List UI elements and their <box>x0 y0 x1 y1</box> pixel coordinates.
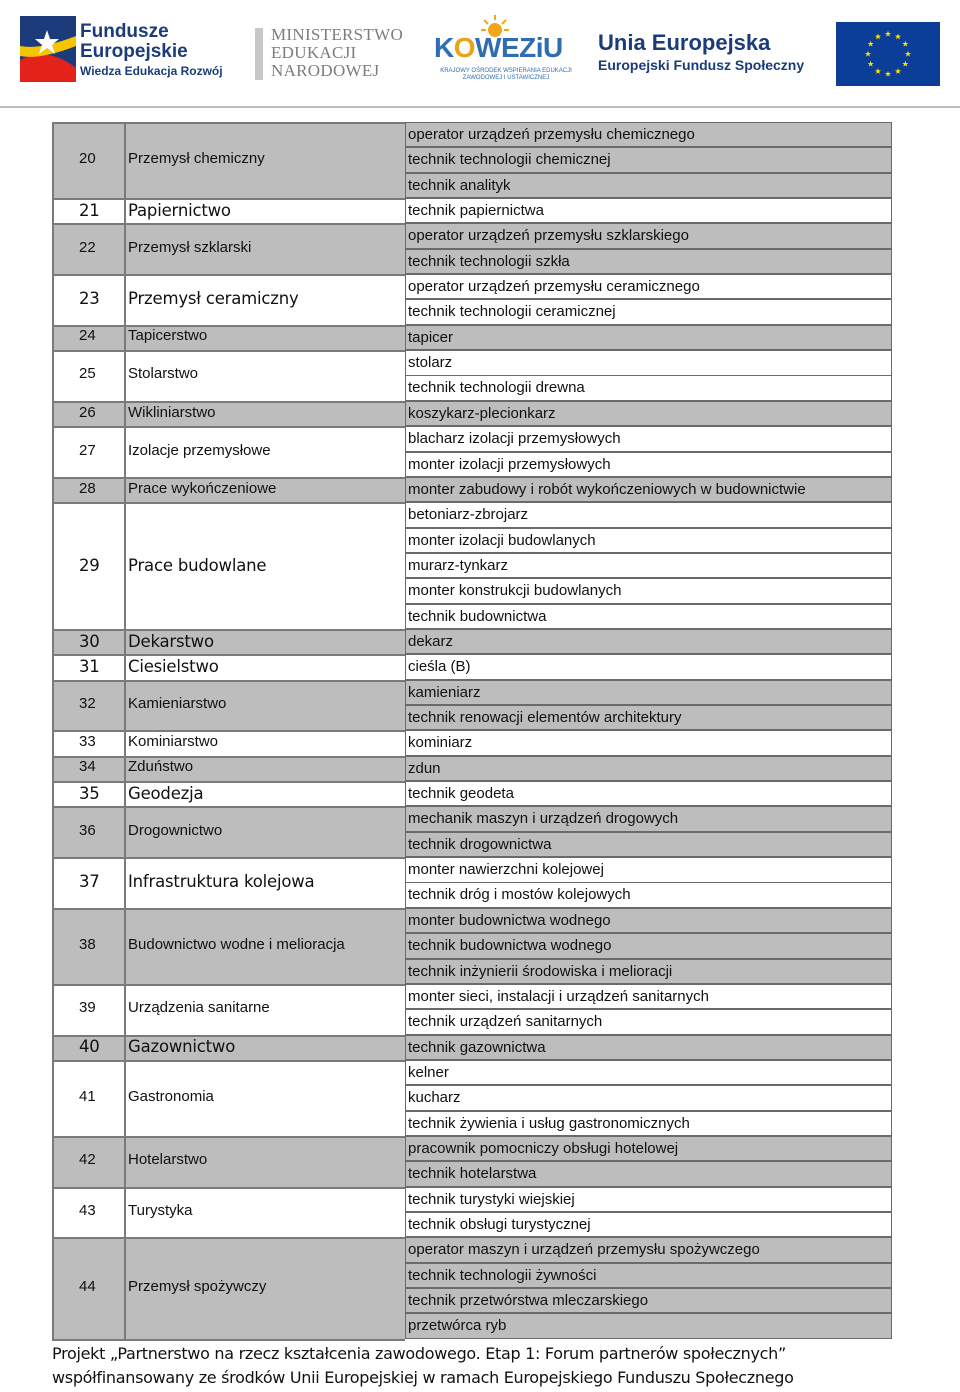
row-border <box>52 781 405 783</box>
row-border <box>124 198 126 223</box>
row-number: 36 <box>79 821 96 839</box>
table-row-group <box>52 350 892 401</box>
footer-line2: współfinansowany ze środków Unii Europejskiej w ramach Europejskiego Funduszu Społecznego <box>52 1368 794 1387</box>
row-border <box>52 502 405 504</box>
table-row-group <box>52 730 892 755</box>
table-row-group <box>52 401 892 426</box>
row-border <box>52 1136 54 1187</box>
row-border <box>52 730 405 732</box>
profession-cell: technik technologii szkła <box>405 249 892 274</box>
row-border <box>52 1035 54 1060</box>
row-background <box>52 1187 405 1238</box>
row-border <box>52 502 54 629</box>
row-border <box>52 1237 54 1338</box>
row-border <box>124 908 126 984</box>
industry-name: Papiernictwo <box>128 200 231 220</box>
profession-cell: technik inżynierii środowiska i melioracji <box>405 959 892 984</box>
row-border <box>52 629 405 631</box>
profession-cell: operator urządzeń przemysłu ceramicznego <box>405 274 892 299</box>
row-border <box>52 781 54 806</box>
row-number: 28 <box>79 479 96 497</box>
profession-cell: operator maszyn i urządzeń przemysłu spożywczego <box>405 1237 892 1262</box>
profession-cell: technik obsługi turystycznej <box>405 1212 892 1237</box>
profession-cell: monter sieci, instalacji i urządzeń sanitarnych <box>405 984 892 1009</box>
industry-name: Urządzenia sanitarne <box>128 999 270 1017</box>
row-border <box>52 629 54 654</box>
row-number: 24 <box>79 327 96 345</box>
profession-cell: technik technologii żywności <box>405 1263 892 1288</box>
row-border <box>52 477 54 502</box>
profession-cell: technik technologii chemicznej <box>405 147 892 172</box>
row-border <box>52 426 405 428</box>
row-border <box>52 426 54 477</box>
profession-cell: technik gazownictwa <box>405 1035 892 1060</box>
row-number: 35 <box>79 783 100 803</box>
row-border <box>52 223 405 225</box>
row-border <box>52 654 54 679</box>
row-number: 37 <box>79 872 100 892</box>
profession-cell: technik geodeta <box>405 781 892 806</box>
row-border <box>52 908 405 910</box>
industry-name: Geodezja <box>128 783 204 803</box>
industry-name: Przemysł chemiczny <box>128 150 265 168</box>
fe-line1: Fundusze <box>80 21 169 42</box>
ministerstwo-logo <box>255 26 415 86</box>
row-border <box>52 756 54 781</box>
profession-cell: betoniarz-zbrojarz <box>405 502 892 527</box>
industry-name: Ciesielstwo <box>128 657 219 677</box>
industry-name: Tapicerstwo <box>128 327 208 345</box>
row-border <box>124 857 126 908</box>
ko-we: WE <box>475 32 520 63</box>
row-border <box>124 680 126 731</box>
profession-cell: operator urządzeń przemysłu szklarskiego <box>405 223 892 248</box>
row-number: 39 <box>79 999 96 1017</box>
table-row-group <box>52 984 892 1035</box>
row-border <box>52 122 54 198</box>
profession-cell: zdun <box>405 756 892 781</box>
row-border <box>52 806 405 808</box>
table-row-group <box>52 680 892 731</box>
row-border <box>52 350 54 401</box>
row-border <box>52 223 54 274</box>
ue-line2: Europejski Fundusz Społeczny <box>598 57 805 73</box>
profession-cell: monter budownictwa wodnego <box>405 908 892 933</box>
eu-star-icon <box>895 33 901 39</box>
row-number: 20 <box>79 150 96 168</box>
profession-cell: technik żywienia i usług gastronomicznych <box>405 1111 892 1136</box>
row-border <box>124 502 126 629</box>
row-number: 41 <box>79 1087 96 1105</box>
row-number: 42 <box>79 1151 96 1169</box>
fe-logo-text <box>80 22 223 80</box>
row-number: 30 <box>79 631 100 651</box>
profession-cell: monter izolacji budowlanych <box>405 528 892 553</box>
profession-cell: technik dróg i mostów kolejowych <box>405 882 892 907</box>
ko-ziu: ZiU <box>519 32 563 63</box>
table-row-group <box>52 223 892 274</box>
eu-star-icon <box>865 51 871 57</box>
profession-cell: cieśla (B) <box>405 654 892 679</box>
row-border <box>124 629 126 654</box>
row-border <box>52 730 54 755</box>
row-background <box>52 730 405 755</box>
profession-cell: tapicer <box>405 325 892 350</box>
profession-cell: monter zabudowy i robót wykończeniowych w budownictwie <box>405 477 892 502</box>
row-border <box>124 1187 126 1238</box>
row-border <box>52 806 54 857</box>
row-border <box>52 1237 405 1239</box>
row-number: 29 <box>79 555 100 575</box>
eu-star-icon <box>875 33 881 39</box>
row-number: 26 <box>79 403 96 421</box>
row-border <box>52 325 405 327</box>
table-row-group <box>52 502 892 629</box>
header-logos <box>0 0 960 106</box>
fe-line3: Wiedza Edukacja Rozwój <box>80 64 223 78</box>
row-border <box>124 477 126 502</box>
industry-name: Gastronomia <box>128 1087 214 1105</box>
table-row-group <box>52 857 892 908</box>
row-border <box>124 756 126 781</box>
fe-star-mark-icon <box>20 16 76 82</box>
row-border <box>52 350 405 352</box>
industry-name: Gazownictwo <box>128 1037 236 1057</box>
industry-name: Budownictwo wodne i melioracja <box>128 935 345 953</box>
eu-star-icon <box>905 51 911 57</box>
row-border <box>52 756 405 758</box>
profession-cell: monter konstrukcji budowlanych <box>405 578 892 603</box>
men-line1: MINISTERSTWO <box>271 25 404 44</box>
row-number: 34 <box>79 758 96 776</box>
row-background <box>52 756 405 781</box>
men-logo-text <box>271 26 403 80</box>
table-bottom-border <box>52 1339 405 1341</box>
profession-cell: technik urządzeń sanitarnych <box>405 1009 892 1034</box>
row-border <box>52 680 54 731</box>
industry-name: Drogownictwo <box>128 821 223 839</box>
table-row-group <box>52 325 892 350</box>
row-number: 43 <box>79 1202 96 1220</box>
row-border <box>124 350 126 401</box>
profession-cell: monter nawierzchni kolejowej <box>405 857 892 882</box>
row-border <box>52 1187 54 1238</box>
table-row-group <box>52 654 892 679</box>
row-background <box>52 325 405 350</box>
row-border <box>124 730 126 755</box>
industry-name: Kominiarstwo <box>128 733 219 751</box>
row-border <box>124 122 126 198</box>
row-border <box>124 401 126 426</box>
row-border <box>52 857 54 908</box>
row-number: 40 <box>79 1037 100 1057</box>
men-emblem-icon <box>255 28 263 80</box>
row-border <box>52 401 405 403</box>
profession-cell: technik renowacji elementów architektury <box>405 705 892 730</box>
eu-star-icon <box>895 68 901 74</box>
industry-name: Zduństwo <box>128 758 194 776</box>
row-number: 33 <box>79 733 96 751</box>
row-border <box>124 1136 126 1187</box>
profession-cell: technik budownictwa <box>405 604 892 629</box>
profession-cell: stolarz <box>405 350 892 375</box>
profession-cell: technik papiernictwa <box>405 198 892 223</box>
table-row-group <box>52 426 892 477</box>
row-background <box>52 1060 405 1136</box>
men-line2: EDUKACJI <box>271 43 357 62</box>
row-border <box>52 908 54 984</box>
row-border <box>124 223 126 274</box>
row-border <box>52 984 54 1035</box>
row-background <box>52 806 405 857</box>
industry-name: Hotelarstwo <box>128 1151 208 1169</box>
profession-cell: technik analityk <box>405 173 892 198</box>
table-row-group <box>52 1060 892 1136</box>
profession-cell: operator urządzeń przemysłu chemicznego <box>405 122 892 147</box>
profession-cell: technik turystyki wiejskiej <box>405 1187 892 1212</box>
row-background <box>52 350 405 401</box>
industry-name: Przemysł spożywczy <box>128 1278 267 1296</box>
industry-name: Przemysł szklarski <box>128 238 252 256</box>
row-border <box>52 1060 54 1136</box>
row-border <box>124 654 126 679</box>
industry-name: Wikliniarstwo <box>128 403 216 421</box>
profession-cell: kominiarz <box>405 730 892 755</box>
row-border <box>52 1187 405 1189</box>
industry-name: Prace budowlane <box>128 555 267 575</box>
industry-name: Stolarstwo <box>128 365 199 383</box>
row-border <box>52 654 405 656</box>
profession-cell: murarz-tynkarz <box>405 553 892 578</box>
row-number: 31 <box>79 657 100 677</box>
row-border <box>52 984 405 986</box>
row-border <box>124 274 126 325</box>
table-row-group <box>52 629 892 654</box>
row-border <box>52 122 405 124</box>
industry-name: Prace wykończeniowe <box>128 479 277 497</box>
table-row-group <box>52 274 892 325</box>
row-background <box>52 781 405 806</box>
profession-cell: pracownik pomocniczy obsługi hotelowej <box>405 1136 892 1161</box>
row-background <box>52 401 405 426</box>
row-background <box>52 654 405 679</box>
profession-cell: kamieniarz <box>405 680 892 705</box>
table-row-group <box>52 1035 892 1060</box>
table-row-group <box>52 198 892 223</box>
footer <box>52 1342 922 1390</box>
row-border <box>124 325 126 350</box>
koweziu-subtitle: KRAJOWY OŚRODEK WSPIERANIA EDUKACJI ZAWODOWEJ I USTAWICZNEJ <box>440 68 572 81</box>
eu-stars-icon <box>836 22 940 86</box>
industry-name: Turystyka <box>128 1202 193 1220</box>
row-border <box>52 680 405 682</box>
fundusze-europejskie-logo <box>20 14 235 88</box>
profession-cell: technik budownictwa wodnego <box>405 933 892 958</box>
industry-name: Infrastruktura kolejowa <box>128 872 315 892</box>
row-number: 44 <box>79 1278 96 1296</box>
industry-name: Izolacje przemysłowe <box>128 441 271 459</box>
row-number: 27 <box>79 441 96 459</box>
eu-star-icon <box>902 61 908 67</box>
row-border <box>52 325 54 350</box>
row-border <box>124 1060 126 1136</box>
profession-cell: kucharz <box>405 1085 892 1110</box>
eu-star-icon <box>885 31 891 37</box>
table-row-group <box>52 781 892 806</box>
row-border <box>124 781 126 806</box>
row-border <box>52 401 54 426</box>
profession-cell: blacharz izolacji przemysłowych <box>405 426 892 451</box>
eu-star-icon <box>875 68 881 74</box>
eu-star-icon <box>868 61 874 67</box>
table-row-group <box>52 1136 892 1187</box>
table-row-group <box>52 1237 892 1338</box>
table-row-group <box>52 1187 892 1238</box>
eu-star-icon <box>902 41 908 47</box>
row-border <box>52 857 405 859</box>
table-row-group <box>52 908 892 984</box>
row-border <box>52 274 54 325</box>
row-border <box>124 1237 126 1338</box>
koweziu-logo <box>432 14 577 90</box>
eu-star-icon <box>885 71 891 77</box>
table-row-group <box>52 122 892 198</box>
row-border <box>52 198 54 223</box>
footer-line1: Projekt „Partnerstwo na rzecz kształcenia zawodowego. Etap 1: Forum partnerów społecznych” <box>52 1344 786 1363</box>
header-divider <box>0 106 960 108</box>
profession-cell: technik technologii ceramicznej <box>405 299 892 324</box>
profession-cell: kelner <box>405 1060 892 1085</box>
row-background <box>52 1136 405 1187</box>
eu-star-icon <box>868 41 874 47</box>
industry-name: Przemysł ceramiczny <box>128 289 299 309</box>
ue-line1: Unia Europejska <box>598 30 771 55</box>
row-number: 25 <box>79 365 96 383</box>
row-border <box>124 426 126 477</box>
table-row-group <box>52 756 892 781</box>
profession-cell: dekarz <box>405 629 892 654</box>
men-line3: NARODOWEJ <box>271 61 380 80</box>
profession-cell: przetwórca ryb <box>405 1313 892 1338</box>
row-background <box>52 629 405 654</box>
row-background <box>52 680 405 731</box>
unia-europejska-logo-text <box>598 30 823 74</box>
row-number: 22 <box>79 238 96 256</box>
profession-cell: monter izolacji przemysłowych <box>405 452 892 477</box>
fe-line2: Europejskie <box>80 41 188 62</box>
industry-name: Dekarstwo <box>128 631 214 651</box>
row-number: 21 <box>79 200 100 220</box>
row-border <box>124 1035 126 1060</box>
profession-cell: koszykarz-plecionkarz <box>405 401 892 426</box>
row-number: 32 <box>79 695 96 713</box>
row-border <box>124 984 126 1035</box>
profession-cell: mechanik maszyn i urządzeń drogowych <box>405 806 892 831</box>
profession-cell: technik przetwórstwa mleczarskiego <box>405 1288 892 1313</box>
ko-o: O <box>453 32 476 63</box>
profession-cell: technik drogownictwa <box>405 832 892 857</box>
row-border <box>124 806 126 857</box>
ko-k: K <box>434 32 454 63</box>
table-row-group <box>52 806 892 857</box>
row-number: 23 <box>79 289 100 309</box>
row-border <box>52 274 405 276</box>
koweziu-wordmark <box>434 32 563 64</box>
row-number: 38 <box>79 935 96 953</box>
eu-flag-icon <box>836 22 940 86</box>
industry-name: Kamieniarstwo <box>128 695 227 713</box>
table-row-group <box>52 477 892 502</box>
profession-cell: technik hotelarstwa <box>405 1161 892 1186</box>
profession-cell: technik technologii drewna <box>405 375 892 400</box>
row-border <box>52 1136 405 1138</box>
row-border <box>52 1060 405 1062</box>
